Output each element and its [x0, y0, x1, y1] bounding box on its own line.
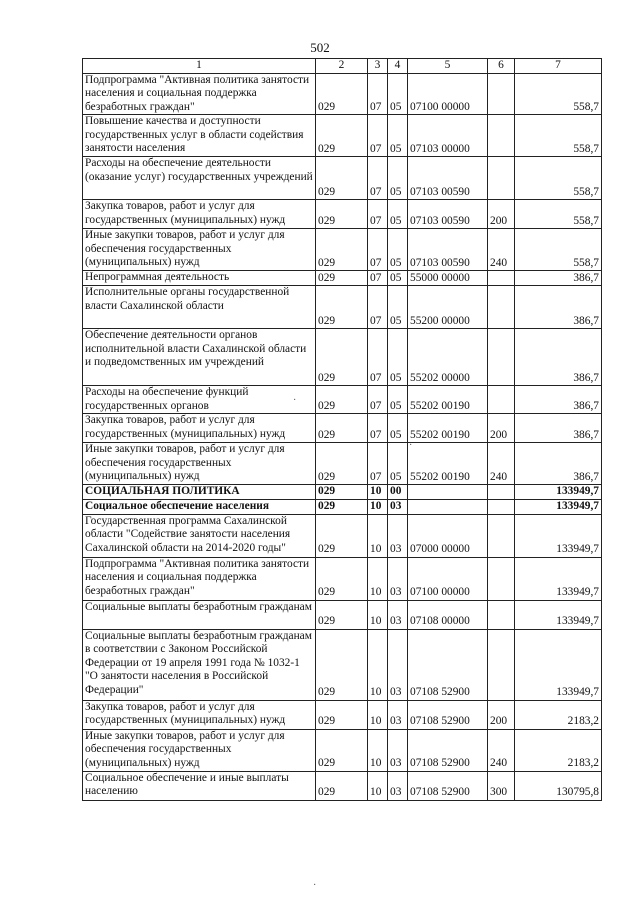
row-name: Исполнительные органы государственной власти Сахалинской области: [83, 286, 316, 329]
row-name: Иные закупки товаров, работ и услуг для обеспечения государственных (муниципальных) нужд: [83, 729, 316, 771]
table-row: [83, 414, 602, 443]
target-article-code: 55200 00000: [408, 286, 488, 329]
section-code: 10: [368, 557, 388, 600]
row-name: Иные закупки товаров, работ и услуг для обеспечения государственных (муниципальных) нужд: [83, 443, 316, 485]
section-code: 10: [368, 771, 388, 800]
subsection-code: 03: [388, 499, 408, 514]
scan-speck: ·: [313, 880, 317, 891]
section-code: 07: [368, 73, 388, 115]
subsection-code: 05: [388, 329, 408, 386]
section-code: 10: [368, 600, 388, 629]
subsection-code: 03: [388, 771, 408, 800]
table-row: [83, 229, 602, 271]
subsection-code: 05: [388, 443, 408, 485]
admin-code: 029: [316, 414, 368, 443]
section-code: 10: [368, 700, 388, 729]
admin-code: 029: [316, 700, 368, 729]
table-row: [83, 514, 602, 557]
admin-code: 029: [316, 771, 368, 800]
amount: 386,7: [515, 286, 602, 329]
admin-code: 029: [316, 485, 368, 500]
admin-code: 029: [316, 443, 368, 485]
subsection-code: 05: [388, 271, 408, 286]
column-header: 7: [515, 59, 602, 74]
row-name: Социальные выплаты безработным гражданам: [83, 600, 316, 629]
column-header: 4: [388, 59, 408, 74]
column-header: 1: [83, 59, 316, 74]
row-name: Обеспечение деятельности органов исполнительной власти Сахалинской области и подведомственных им учреждений: [83, 329, 316, 386]
subsection-code: 05: [388, 286, 408, 329]
admin-code: 029: [316, 629, 368, 700]
amount: 133949,7: [515, 557, 602, 600]
column-header: 3: [368, 59, 388, 74]
target-article-code: 07000 00000: [408, 514, 488, 557]
target-article-code: 07108 00000: [408, 600, 488, 629]
table-row: [83, 329, 602, 386]
expense-type-code: 240: [488, 229, 515, 271]
expense-type-code: 200: [488, 200, 515, 229]
target-article-code: 55202 00190: [408, 414, 488, 443]
table-row: [83, 729, 602, 771]
row-name: Закупка товаров, работ и услуг для государственных (муниципальных) нужд: [83, 200, 316, 229]
row-name: Расходы на обеспечение деятельности (оказание услуг) государственных учреждений: [83, 157, 316, 200]
subsection-code: 03: [388, 629, 408, 700]
row-name: Социальное обеспечение и иные выплаты населению: [83, 771, 316, 800]
amount: 558,7: [515, 200, 602, 229]
amount: 130795,8: [515, 771, 602, 800]
amount: 386,7: [515, 271, 602, 286]
subsection-code: 03: [388, 729, 408, 771]
row-name: Расходы на обеспечение функций государственных органов: [83, 386, 316, 414]
admin-code: 029: [316, 229, 368, 271]
row-name: Подпрограмма "Активная политика занятости населения и социальная поддержка безработных граждан": [83, 73, 316, 115]
expense-type-code: [488, 115, 515, 157]
subsection-code: 03: [388, 514, 408, 557]
expense-type-code: [488, 557, 515, 600]
expense-type-code: [488, 499, 515, 514]
admin-code: 029: [316, 73, 368, 115]
table-row: [83, 73, 602, 115]
admin-code: 029: [316, 286, 368, 329]
section-code: 10: [368, 499, 388, 514]
section-code: 07: [368, 229, 388, 271]
section-code: 10: [368, 729, 388, 771]
table-row: [83, 271, 602, 286]
row-name: Социальные выплаты безработным гражданам в соответствии с Законом Российской Федерации от 19 апреля 1991 года № 1032-1 "О занятости населения в Российской Федерации": [83, 629, 316, 700]
section-code: 07: [368, 443, 388, 485]
column-header: 2: [316, 59, 368, 74]
amount: 386,7: [515, 386, 602, 414]
amount: 558,7: [515, 115, 602, 157]
table-row: [83, 200, 602, 229]
expense-type-code: 200: [488, 414, 515, 443]
amount: 558,7: [515, 157, 602, 200]
section-code: 07: [368, 329, 388, 386]
table-row: [83, 700, 602, 729]
expense-type-code: [488, 329, 515, 386]
expense-type-code: [488, 514, 515, 557]
expense-type-code: 240: [488, 443, 515, 485]
expense-type-code: [488, 73, 515, 115]
table-body: [83, 73, 602, 800]
section-code: 07: [368, 115, 388, 157]
target-article-code: 55202 00000: [408, 329, 488, 386]
expense-type-code: 200: [488, 700, 515, 729]
subsection-code: 00: [388, 485, 408, 500]
expense-type-code: [488, 485, 515, 500]
target-article-code: 07100 00000: [408, 557, 488, 600]
target-article-code: 07103 00000: [408, 115, 488, 157]
target-article-code: 07108 52900: [408, 729, 488, 771]
target-article-code: 55202 00190: [408, 386, 488, 414]
expense-type-code: [488, 157, 515, 200]
column-header: 6: [488, 59, 515, 74]
admin-code: 029: [316, 200, 368, 229]
section-code: 07: [368, 414, 388, 443]
amount: 133949,7: [515, 514, 602, 557]
row-name: Государственная программа Сахалинской области "Содействие занятости населения Сахалинской области на 2014-2020 годы": [83, 514, 316, 557]
admin-code: 029: [316, 115, 368, 157]
admin-code: 029: [316, 557, 368, 600]
subsection-code: 03: [388, 600, 408, 629]
table-row: [83, 386, 602, 414]
row-name: Подпрограмма "Активная политика занятости населения и социальная поддержка безработных граждан": [83, 557, 316, 600]
subsection-code: 05: [388, 229, 408, 271]
admin-code: 029: [316, 514, 368, 557]
admin-code: 029: [316, 386, 368, 414]
amount: 133949,7: [515, 600, 602, 629]
scan-speck: ·: [409, 440, 413, 451]
section-code: 07: [368, 386, 388, 414]
table-row: [83, 499, 602, 514]
target-article-code: 55000 00000: [408, 271, 488, 286]
table-header: [83, 59, 602, 74]
expense-type-code: [488, 600, 515, 629]
subsection-code: 05: [388, 414, 408, 443]
row-name: СОЦИАЛЬНАЯ ПОЛИТИКА: [83, 485, 316, 500]
table-row: [83, 115, 602, 157]
amount: 558,7: [515, 229, 602, 271]
row-name: Непрограммная деятельность: [83, 271, 316, 286]
row-name: Повышение качества и доступности государственных услуг в области содействия занятости населения: [83, 115, 316, 157]
admin-code: 029: [316, 729, 368, 771]
row-name: Иные закупки товаров, работ и услуг для обеспечения государственных (муниципальных) нужд: [83, 229, 316, 271]
target-article-code: 07103 00590: [408, 157, 488, 200]
amount: 2183,2: [515, 729, 602, 771]
table-row: [83, 557, 602, 600]
expense-type-code: 300: [488, 771, 515, 800]
section-code: 07: [368, 286, 388, 329]
admin-code: 029: [316, 157, 368, 200]
section-code: 07: [368, 271, 388, 286]
section-code: 10: [368, 514, 388, 557]
row-name: Социальное обеспечение населения: [83, 499, 316, 514]
table-row: [83, 629, 602, 700]
target-article-code: 07108 52900: [408, 771, 488, 800]
subsection-code: 03: [388, 557, 408, 600]
table-row: [83, 286, 602, 329]
admin-code: 029: [316, 600, 368, 629]
admin-code: 029: [316, 271, 368, 286]
table-row: [83, 600, 602, 629]
subsection-code: 05: [388, 386, 408, 414]
page-number: 502: [310, 40, 330, 55]
amount: 386,7: [515, 329, 602, 386]
target-article-code: 07108 52900: [408, 700, 488, 729]
target-article-code: 07100 00000: [408, 73, 488, 115]
table-row: [83, 443, 602, 485]
subsection-code: 05: [388, 115, 408, 157]
section-code: 10: [368, 485, 388, 500]
admin-code: 029: [316, 499, 368, 514]
amount: 133949,7: [515, 499, 602, 514]
table-row: [83, 157, 602, 200]
expense-type-code: [488, 271, 515, 286]
row-name: Закупка товаров, работ и услуг для государственных (муниципальных) нужд: [83, 700, 316, 729]
target-article-code: [408, 485, 488, 500]
subsection-code: 05: [388, 200, 408, 229]
expense-type-code: [488, 286, 515, 329]
table-row: [83, 485, 602, 500]
target-article-code: 07108 52900: [408, 629, 488, 700]
budget-table: [82, 58, 602, 801]
subsection-code: 03: [388, 700, 408, 729]
expense-type-code: 240: [488, 729, 515, 771]
amount: 386,7: [515, 443, 602, 485]
row-name: Закупка товаров, работ и услуг для государственных (муниципальных) нужд: [83, 414, 316, 443]
section-code: 10: [368, 629, 388, 700]
amount: 386,7: [515, 414, 602, 443]
amount: 133949,7: [515, 485, 602, 500]
section-code: 07: [368, 157, 388, 200]
subsection-code: 05: [388, 157, 408, 200]
section-code: 07: [368, 200, 388, 229]
target-article-code: 07103 00590: [408, 229, 488, 271]
expense-type-code: [488, 629, 515, 700]
target-article-code: 07103 00590: [408, 200, 488, 229]
target-article-code: [408, 499, 488, 514]
column-header: 5: [408, 59, 488, 74]
scan-speck: ·: [293, 395, 297, 406]
amount: 133949,7: [515, 629, 602, 700]
admin-code: 029: [316, 329, 368, 386]
expense-type-code: [488, 386, 515, 414]
subsection-code: 05: [388, 73, 408, 115]
amount: 2183,2: [515, 700, 602, 729]
target-article-code: 55202 00190: [408, 443, 488, 485]
amount: 558,7: [515, 73, 602, 115]
table-row: [83, 771, 602, 800]
